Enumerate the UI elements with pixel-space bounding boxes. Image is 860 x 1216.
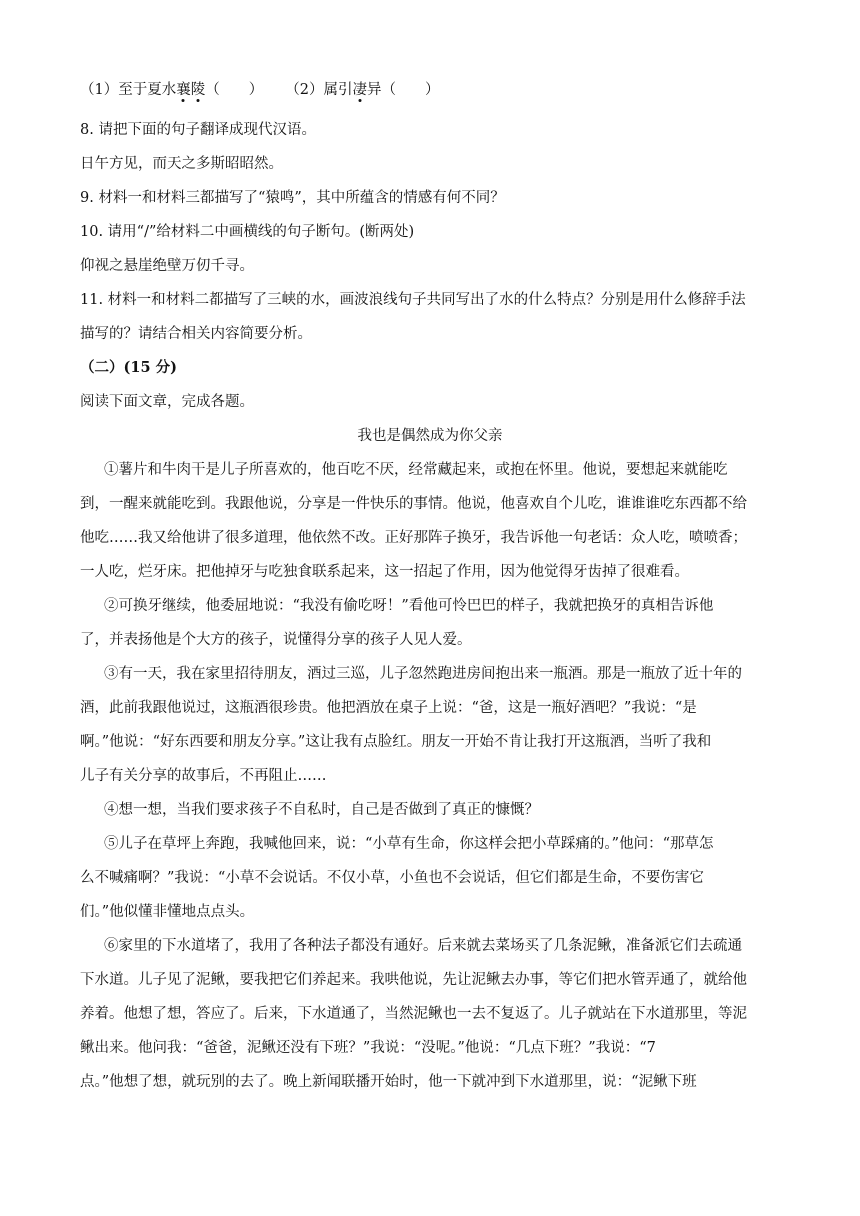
article-title: 我也是偶然成为你父亲	[357, 428, 503, 444]
paragraph-1-line: ①薯片和牛肉干是儿子所喜欢的，他百吃不厌，经常藏起来，或抱在怀里。他说，要想起来就能吃	[104, 462, 728, 478]
paragraph-3-line: 儿子有关分享的故事后，不再阻止……	[80, 768, 327, 784]
paragraph-3-line: 啊。”他说：“好东西要和朋友分享。”这让我有点脸红。朋友一开始不肯让我打开这瓶酒，当听了我和	[80, 734, 712, 750]
emphasis-char: 襄	[176, 82, 191, 98]
question-8: 8. 请把下面的句子翻译成现代汉语。	[80, 122, 316, 138]
paragraph-5-line: 们。”他似懂非懂地点点头。	[80, 904, 255, 920]
section-instruction: 阅读下面文章，完成各题。	[80, 394, 254, 410]
paragraph-2-line: ②可换牙继续，他委屈地说：“我没有偷吃呀！”看他可怜巴巴的样子，我就把换牙的真相告诉他	[104, 598, 714, 614]
vocab-item-1: （1）至于夏水襄陵（ ）	[80, 82, 264, 98]
section-heading: （二）(15 分)	[80, 359, 177, 376]
paragraph-3-line: ③有一天，我在家里招待朋友，酒过三巡，儿子忽然跑进房间抱出来一瓶酒。那是一瓶放了近十年的	[104, 666, 742, 682]
paragraph-6-line: 下水道。儿子见了泥鳅，要我把它们养起来。我哄他说，先让泥鳅去办事，等它们把水管弄通了，就给他	[80, 972, 747, 988]
question-10-sentence: 仰视之悬崖绝壁万仞千寻。	[80, 258, 254, 274]
question-9: 9. 材料一和材料三都描写了“猿鸣”，其中所蕴含的情感有何不同？	[80, 190, 505, 206]
paragraph-1-line: 他吃……我又给他讲了很多道理，他依然不改。正好那阵子换牙，我告诉他一句老话：众人吃，喷喷香；	[80, 530, 747, 546]
paragraph-6-line: 点。”他想了想，就玩别的去了。晚上新闻联播开始时，他一下就冲到下水道那里，说：“泥鳅下班	[80, 1074, 697, 1090]
question-11-line-1: 11. 材料一和材料二都描写了三峡的水，画波浪线句子共同写出了水的什么特点？分别是用什么修辞手法	[80, 292, 746, 308]
answer-blank[interactable]: （ ）	[381, 82, 440, 98]
emphasis-char: 凄	[352, 82, 367, 98]
paragraph-5-line: 么不喊痛啊？”我说：“小草不会说话。不仅小草，小鱼也不会说话，但它们都是生命，不要伤害它	[80, 870, 704, 886]
paragraph-1-line: 一人吃，烂牙床。把他掉牙与吃独食联系起来，这一招起了作用，因为他觉得牙齿掉了很难看。	[80, 564, 689, 580]
paragraph-6-line: ⑥家里的下水道堵了，我用了各种法子都没有通好。后来就去菜场买了几条泥鳅，准备派它们去疏通	[104, 938, 742, 954]
paragraph-1-line: 到，一醒来就能吃到。我跟他说，分享是一件快乐的事情。他说，他喜欢自个儿吃，谁谁谁吃东西都不给	[80, 496, 747, 512]
question-10: 10. 请用“/”给材料二中画横线的句子断句。(断两处)	[80, 224, 415, 240]
paragraph-5-line: ⑤儿子在草坪上奔跑，我喊他回来，说：“小草有生命，你这样会把小草踩痛的。”他问：“那草怎	[104, 836, 714, 852]
question-8-sentence: 日午方见，而天之多斯昭昭然。	[80, 156, 283, 172]
paragraph-6-line: 鳅出来。他问我：“爸爸，泥鳅还没有下班？”我说：“没呢。”他说：“几点下班？”我说：“7	[80, 1040, 656, 1056]
paragraph-6-line: 养着。他想了想，答应了。后来，下水道通了，当然泥鳅也一去不复返了。儿子就站在下水道那里，等泥	[80, 1006, 747, 1022]
paragraph-3-line: 酒，此前我跟他说过，这瓶酒很珍贵。他把酒放在桌子上说：“爸，这是一瓶好酒吧？”我说：“是	[80, 700, 697, 716]
paragraph-2-line: 了，并表扬他是个大方的孩子，说懂得分享的孩子人见人爱。	[80, 632, 472, 648]
emphasis-char: 陵	[190, 82, 206, 98]
answer-blank[interactable]: （ ）	[205, 82, 264, 98]
question-11-line-2: 描写的？请结合相关内容简要分析。	[80, 326, 312, 342]
vocab-line	[80, 80, 439, 100]
vocab-item-2: （2）属引凄异（ ）	[285, 82, 440, 98]
paragraph-4-line: ④想一想，当我们要求孩子不自私时，自己是否做到了真正的慷慨？	[104, 802, 539, 818]
